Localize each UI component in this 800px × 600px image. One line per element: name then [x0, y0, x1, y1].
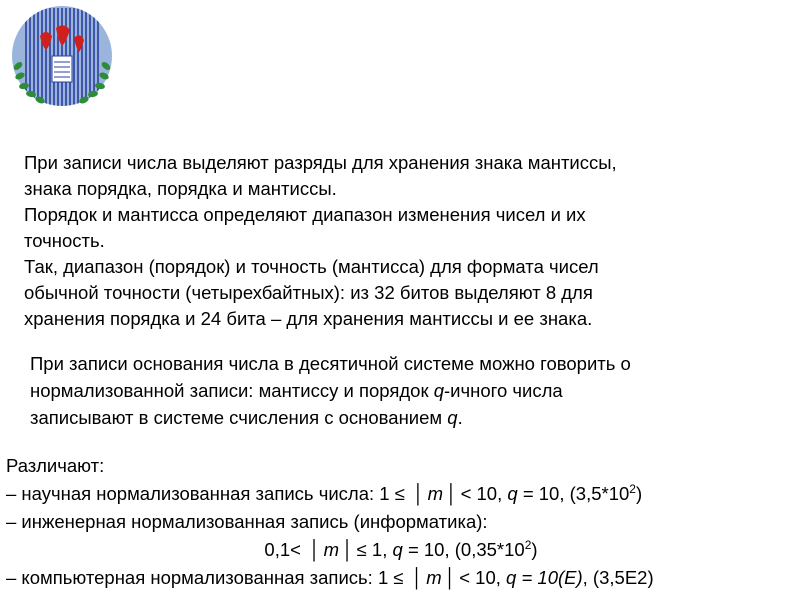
text-span: -ичного числа [444, 380, 563, 401]
text-line: При записи основания числа в десятичной системе можно говорить о [30, 353, 631, 374]
text-line: Так, диапазон (порядок) и точность (мантисса) для формата чисел [24, 256, 599, 277]
exponent: 2 [524, 538, 532, 552]
text-span: = 10, (3,5*10 [517, 483, 630, 504]
list-item [6, 564, 796, 592]
text-line: точность. [24, 230, 105, 251]
abs-bar: │ [309, 539, 321, 560]
text-line: знака порядка, порядка и мантиссы. [24, 178, 337, 199]
text-span: < 10, [459, 567, 507, 588]
text-span: записывают в системе счисления с основанием [30, 407, 448, 428]
variable-m: m [427, 483, 444, 504]
text-line: При записи числа выделяют разряды для хранения знака мантиссы, [24, 152, 617, 173]
text-span: – научная нормализованная запись числа: 1 ≤ [6, 483, 411, 504]
range-line [6, 536, 796, 564]
text-span: ≤ 1, [356, 539, 393, 560]
text-span: 0,1< [264, 539, 307, 560]
text-span: = 10(E) [516, 567, 583, 588]
variable-q: q [447, 407, 458, 428]
abs-bar: │ [342, 539, 354, 560]
abs-bar: │ [411, 567, 424, 588]
variable-m: m [323, 539, 340, 560]
exponent: 2 [629, 482, 636, 496]
variable-q: q [433, 380, 444, 401]
text-line [30, 404, 631, 431]
paragraph-float-format [24, 150, 617, 332]
emblem-logo-icon [4, 4, 114, 112]
paragraph-types [6, 452, 796, 592]
text-span: . [457, 407, 463, 428]
text-span: ) [635, 483, 643, 504]
paragraph-normalized [30, 350, 631, 431]
text-line: обычной точности (четырехбайтных): из 32 битов выделяют 8 для [24, 282, 593, 303]
variable-q: q [507, 483, 518, 504]
variable-q: q [506, 567, 517, 588]
variable-m: m [426, 567, 442, 588]
text-line: Различают: [6, 455, 105, 476]
text-span: = 10, (0,35*10 [402, 539, 525, 560]
abs-bar: │ [446, 483, 458, 504]
text-line [30, 377, 631, 404]
text-line: хранения порядка и 24 бита – для хранения мантиссы и ее знака. [24, 308, 593, 329]
text-span: нормализованной записи: мантиссу и порядок [30, 380, 434, 401]
text-span: – компьютерная нормализованная запись: 1 ≤ [6, 567, 409, 588]
text-span: , (3,5E2) [582, 567, 654, 588]
text-span: < 10, [460, 483, 508, 504]
list-item: – инженерная нормализованная запись (информатика): [6, 511, 488, 532]
text-span: ) [531, 539, 538, 560]
abs-bar: │ [413, 483, 425, 504]
abs-bar: │ [444, 567, 457, 588]
list-item [6, 480, 796, 508]
text-line: Порядок и мантисса определяют диапазон изменения чисел и их [24, 204, 586, 225]
variable-q: q [392, 539, 403, 560]
